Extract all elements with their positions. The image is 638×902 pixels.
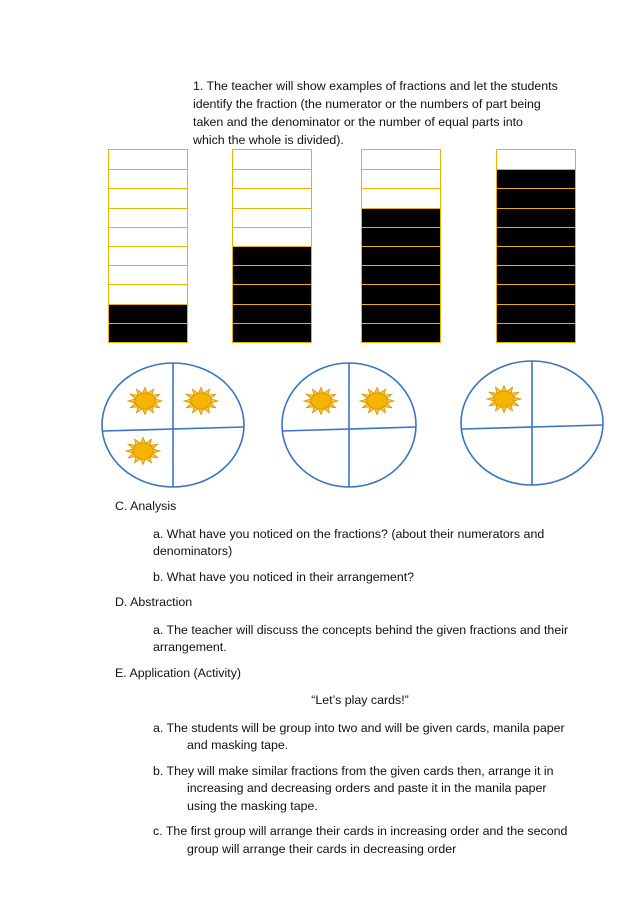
intro-text: 1. The teacher will show examples of fractions and let the students identify the fraction (the numerator or the numbers of part being taken and the denominator or the number of equal parts into which the whole is divided). <box>193 79 558 147</box>
shaded-part <box>497 188 575 207</box>
sun-icon <box>487 385 521 412</box>
fraction-circle <box>461 361 603 485</box>
sun-icon <box>304 387 338 414</box>
sun-icon <box>128 387 162 414</box>
shaded-part <box>362 304 440 323</box>
unshaded-part <box>233 150 311 169</box>
application-item-b: b. They will make similar fractions from the given cards then, arrange it in increasing and decreasing orders and paste it in the manila paper using the masking tape. <box>153 763 554 813</box>
shaded-part <box>109 304 187 323</box>
shaded-part <box>497 246 575 265</box>
shaded-part <box>233 265 311 284</box>
unshaded-part <box>362 169 440 188</box>
shaded-part <box>497 265 575 284</box>
shaded-part <box>362 246 440 265</box>
fraction-bar <box>361 149 441 343</box>
shaded-part <box>233 304 311 323</box>
application-heading: E. Application (Activity) <box>115 665 242 680</box>
intro-paragraph <box>193 77 558 149</box>
shaded-part <box>497 323 575 342</box>
shaded-part <box>233 246 311 265</box>
unshaded-part <box>362 188 440 207</box>
sun-icon <box>184 387 218 414</box>
unshaded-part <box>109 188 187 207</box>
shaded-part <box>109 323 187 342</box>
analysis-item-a: a. What have you noticed on the fractions? (about their numerators and denominators) <box>153 526 545 558</box>
unshaded-part <box>109 227 187 246</box>
sun-icon <box>126 437 160 464</box>
fraction-bar <box>108 149 188 343</box>
unshaded-part <box>233 188 311 207</box>
unshaded-part <box>109 246 187 265</box>
shaded-part <box>362 323 440 342</box>
shaded-part <box>362 265 440 284</box>
unshaded-part <box>233 227 311 246</box>
shaded-part <box>497 169 575 188</box>
shaded-part <box>233 284 311 303</box>
lesson-sections <box>115 498 575 866</box>
shaded-part <box>497 304 575 323</box>
unshaded-part <box>109 169 187 188</box>
unshaded-part <box>362 150 440 169</box>
unshaded-part <box>109 265 187 284</box>
fraction-bar <box>496 149 576 343</box>
fraction-bar <box>232 149 312 343</box>
unshaded-part <box>109 284 187 303</box>
shaded-part <box>362 208 440 227</box>
application-item-c: c. The first group will arrange their cards in increasing order and the second group will arrange their cards in decreasing order <box>153 824 568 856</box>
unshaded-part <box>497 150 575 169</box>
sun-icon <box>360 387 394 414</box>
unshaded-part <box>109 150 187 169</box>
shaded-part <box>362 227 440 246</box>
fraction-circle <box>102 363 244 487</box>
abstraction-heading: D. Abstraction <box>115 595 193 609</box>
unshaded-part <box>109 208 187 227</box>
shaded-part <box>497 208 575 227</box>
analysis-heading: C. Analysis <box>115 499 177 513</box>
shaded-part <box>233 323 311 342</box>
unshaded-part <box>233 208 311 227</box>
unshaded-part <box>233 169 311 188</box>
application-title: “Let’s play cards!” <box>311 693 409 707</box>
fraction-circle <box>282 363 416 487</box>
application-item-a: a. The students will be group into two and will be given cards, manila paper and masking tape. <box>153 720 565 752</box>
abstraction-item-a: a. The teacher will discuss the concepts behind the given fractions and their arrangement. <box>153 622 569 654</box>
analysis-item-b: b. What have you noticed in their arrangement? <box>153 569 415 584</box>
shaded-part <box>497 227 575 246</box>
shaded-part <box>497 284 575 303</box>
shaded-part <box>362 284 440 303</box>
fraction-circles <box>0 355 638 495</box>
